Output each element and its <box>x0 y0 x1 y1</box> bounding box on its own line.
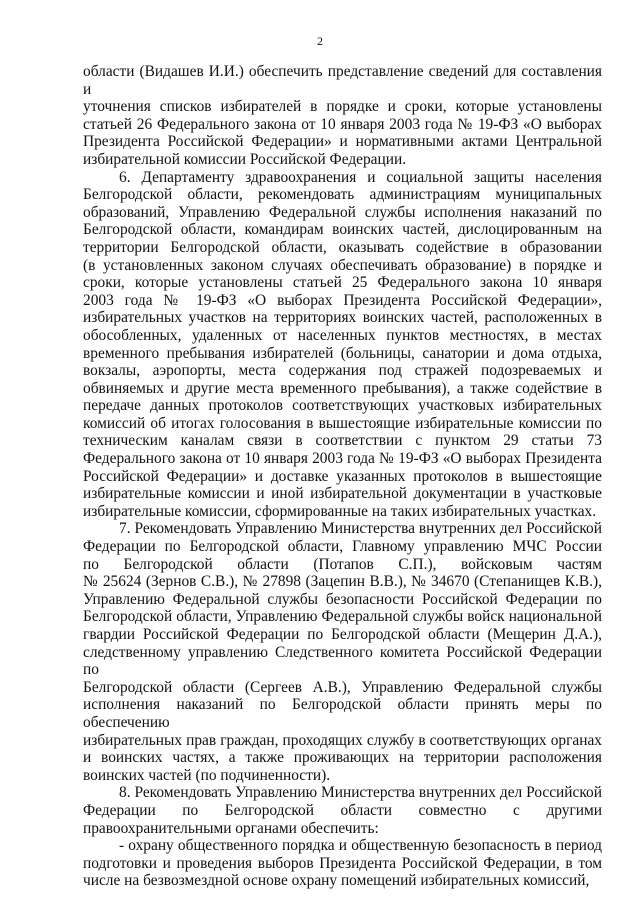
text-line: обособленных, удаленных от населенных пунктов местностях, в местах <box>83 326 602 344</box>
page-number: 2 <box>317 34 323 48</box>
text-line: Белгородской области, командирам воинских частей, дислоцированным на <box>83 221 602 239</box>
text-line: Белгородской области, рекомендовать администрациям муниципальных <box>83 186 602 204</box>
text-line: образований, Управлению Федеральной службы исполнения наказаний по <box>83 203 602 221</box>
text-line: области (Видашев И.И.) обеспечить представление сведений для составления и <box>83 63 602 98</box>
text-line: избирательных прав граждан, проходящих службу в соответствующих органах <box>83 731 602 749</box>
text-line: техническим каналам связи в соответствии с пунктом 29 статьи 73 <box>83 432 602 450</box>
text-line: избирательные комиссии, сформированные на таких избирательных участках. <box>83 502 597 520</box>
text-line: Федерального закона от 10 января 2003 года № 19-ФЗ «О выборах Президента <box>83 450 602 468</box>
text-line: (в установленных законом случаях обеспечивать образование) в порядке и <box>83 256 602 274</box>
text-line: гвардии Российской Федерации по Белгородской области (Мещерин Д.А.), <box>83 626 602 643</box>
paragraph-p8-item1 <box>83 837 602 890</box>
paragraph-p8 <box>83 784 602 837</box>
text-line: передаче данных протоколов соответствующих участковых избирательных <box>83 397 602 415</box>
text-line: комиссий об итогах голосования в вышестоящие избирательные комиссии по <box>83 414 602 432</box>
text-line: уточнения списков избирателей в порядке и сроки, которые установлены <box>83 98 602 116</box>
text-line: Президента Российской Федерации» и нормативными актами Центральной <box>83 133 602 151</box>
paragraph-p7 <box>83 520 602 784</box>
text-line: следственному управлению Следственного комитета Российской Федерации по <box>83 643 602 679</box>
text-line: подготовки и проведения выборов Президента Российской Федерации, в том <box>83 854 602 872</box>
text-line: избирательных участков на территориях воинских частей, расположенных в <box>83 309 602 327</box>
text-line: - охрану общественного порядка и общественную безопасность в период <box>119 837 602 855</box>
paragraph-p-intro <box>83 63 602 169</box>
text-line: Управлению Федеральной службы безопасности Российской Федерации по <box>83 590 602 608</box>
text-line: 6. Департаменту здравоохранения и социальной защиты населения <box>119 168 602 186</box>
text-line: Федерации по Белгородской области, Главному управлению МЧС России <box>83 538 602 556</box>
text-line: № 25624 (Зернов С.В.), № 27898 (Зацепин В.В.), № 34670 (Степанищев К.В.), <box>83 573 602 591</box>
text-line: 8. Рекомендовать Управлению Министерства внутренних дел Российской <box>119 784 602 802</box>
text-line: Федерации по Белгородской области совместно с другими <box>83 801 602 819</box>
text-line: территории Белгородской области, оказывать содействие в образовании <box>83 238 602 256</box>
text-line: Белгородской области, Управлению Федеральной службы войск национальной <box>83 608 602 626</box>
text-line: сроки, которые установлены статьей 25 Федерального закона 10 января <box>83 274 602 292</box>
text-line: Российской Федерации» и доставке указанных протоколов в вышестоящие <box>83 467 602 485</box>
text-line: временного пребывания избирателей (больницы, санатории и дома отдыха, <box>83 344 602 362</box>
text-line: числе на безвозмездной основе охрану помещений избирательных комиссий, <box>83 872 590 890</box>
document-body <box>83 63 602 890</box>
text-line: исполнения наказаний по Белгородской области принять меры по обеспечению <box>83 696 602 731</box>
text-line: избирательные комиссии и иной избирательной документации в участковые <box>83 485 602 503</box>
text-line: и воинских частях, а также проживающих на территории расположения <box>83 749 602 767</box>
text-line: избирательной комиссии Российской Федерации. <box>83 150 407 168</box>
text-line: Белгородской области (Сергеев А.В.), Управлению Федеральной службы <box>83 678 602 696</box>
text-line: статьей 26 Федерального закона от 10 января 2003 года № 19-ФЗ «О выборах <box>83 115 602 133</box>
text-line: 7. Рекомендовать Управлению Министерства внутренних дел Российской <box>119 520 602 538</box>
text-line: 2003 года № 19-ФЗ «О выборах Президента Российской Федерации», <box>83 291 602 309</box>
text-line: по Белгородской области (Потапов С.П.), войсковым частям <box>83 555 602 573</box>
paragraph-p6 <box>83 169 602 521</box>
text-line: обвиняемых и другие места временного пребывания), а также содействие в <box>83 379 602 397</box>
text-line: вокзалы, аэропорты, места содержания под стражей подозреваемых и <box>83 362 602 380</box>
text-line: правоохранительными органами обеспечить: <box>83 819 379 837</box>
text-line: воинских частей (по подчиненности). <box>83 766 331 784</box>
